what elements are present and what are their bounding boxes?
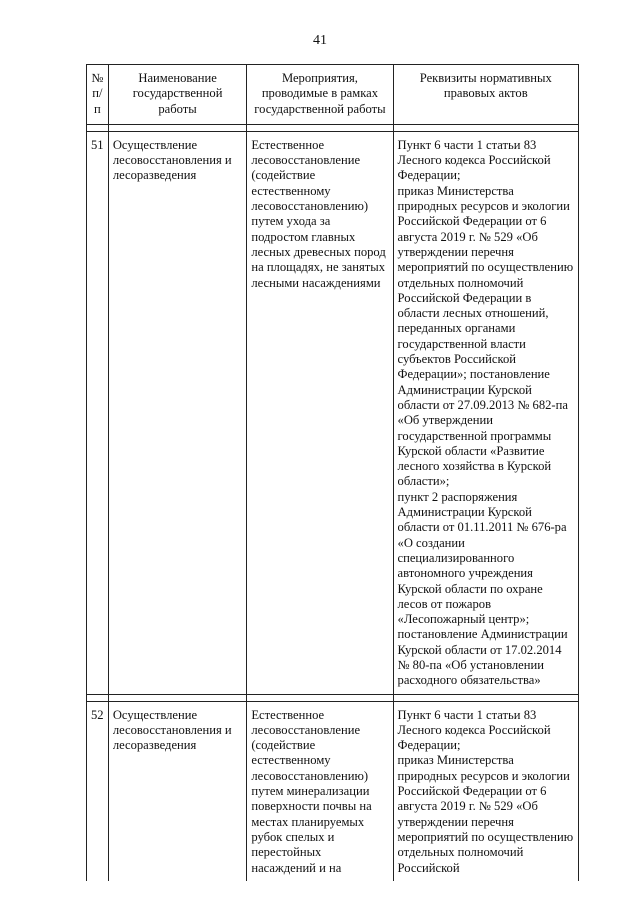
row-measures: Естественное лесовосстановление (содействие естественному лесовосстановлению) путем минерализации поверхности почвы на местах планируемых рубок спелых и перестойных насаждений и на [247,701,393,881]
page-number: 41 [313,33,327,48]
table-header-row [87,65,579,125]
row-work-name: Осуществление лесовосстановления и лесоразведения [108,701,247,881]
row-measures: Естественное лесовосстановление (содействие естественному лесовосстановлению) путем ухода за подростом главных лесных древесных пород на площадях, не занятых лесными насаждениями [247,131,393,694]
header-legal-acts: Реквизиты нормативных правовых актов [393,65,578,125]
header-spacer-row [87,124,579,131]
header-work-name: Наименование государственной работы [108,65,247,125]
row-work-name: Осуществление лесовосстановления и лесоразведения [108,131,247,694]
row-spacer [87,694,579,701]
header-number: № п/п [87,65,109,125]
header-measures: Мероприятия, проводимые в рамках государственной работы [247,65,393,125]
row-legal-acts: Пункт 6 части 1 статьи 83 Лесного кодекса Российской Федерации; приказ Министерства природных ресурсов и экологии Российской Федерации от 6 августа 2019 г. № 529 «Об утверждении перечня мероприятий по осуществлению отдельных полномочий Российской Федерации в области лесных отношений, переданных органами государственной власти субъектов Российской Федерации»; постановление Администрации Курской области от 27.09.2013 № 682-па «Об утверждении государственной программы Курской области «Развитие лесного хозяйства в Курской области»; пункт 2 распоряжения Администрации Курской области от 01.11.2011 № 676-ра «О создании специализированного автономного учреждения Курской области по охране лесов от пожаров «Лесопожарный центр»; постановление Администрации Курской области от 17.02.2014 № 80-па «Об установлении расходного обязательства» [393,131,578,694]
table-row [87,131,579,694]
activities-table [86,64,579,881]
table-row [87,701,579,881]
row-legal-acts: Пункт 6 части 1 статьи 83 Лесного кодекса Российской Федерации; приказ Министерства природных ресурсов и экологии Российской Федерации от 6 августа 2019 г. № 529 «Об утверждении перечня мероприятий по осуществлению отдельных полномочий Российской [393,701,578,881]
row-number: 52 [87,701,109,881]
row-number: 51 [87,131,109,694]
